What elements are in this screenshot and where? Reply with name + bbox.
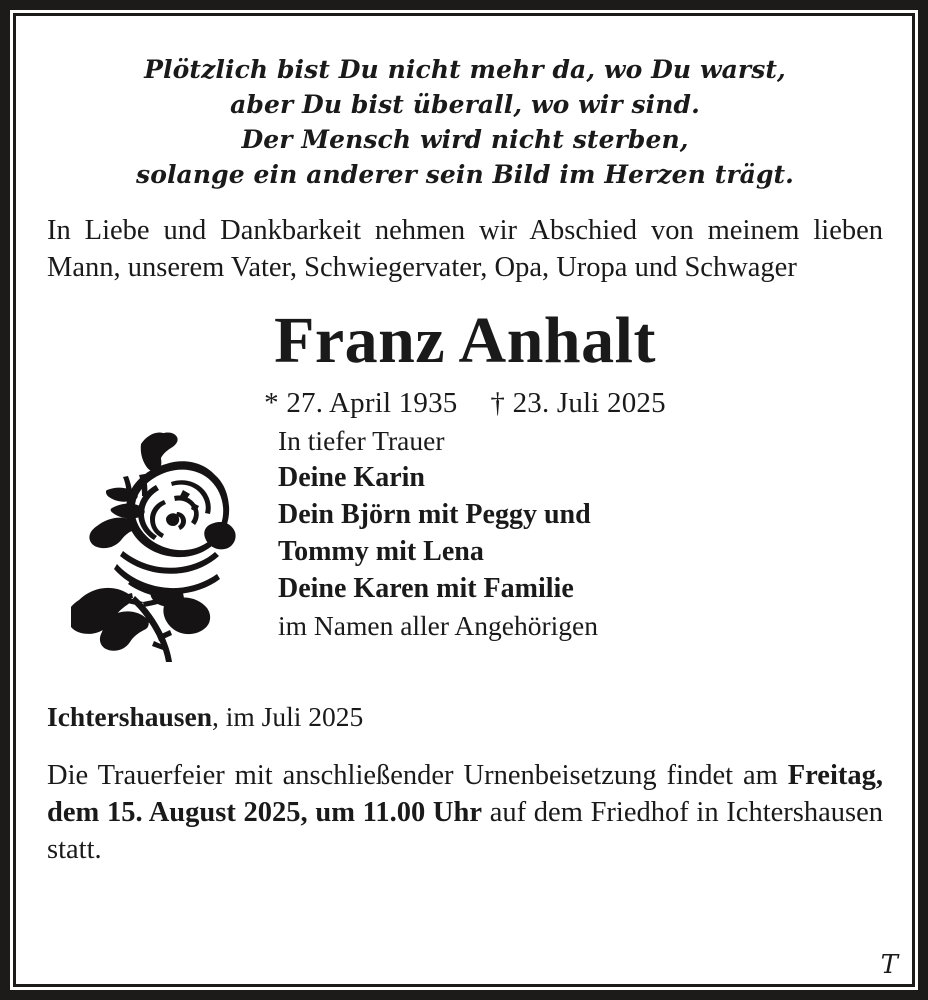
frame-inner-rule [13, 13, 915, 987]
mourners-list [278, 422, 598, 644]
place-name: Ichtershausen [47, 701, 213, 732]
verse-line-4: solange ein anderer sein Bild im Herzen trägt. [136, 160, 794, 189]
notice-content [47, 16, 883, 984]
funeral-details-part1: Die Trauerfeier mit anschließender Urnenbeisetzung findet am [47, 760, 788, 791]
mourner-name-4: Deine Karen mit Familie [278, 573, 574, 604]
frame-white-gap [10, 10, 918, 990]
printers-mark: T [880, 950, 898, 980]
verse-line-1: Plötzlich bist Du nicht mehr da, wo Du warst, [144, 55, 786, 84]
verse-line-3: Der Mensch wird nicht sterben, [241, 125, 689, 154]
deceased-name: Franz Anhalt [274, 304, 656, 377]
mourners-section [47, 422, 883, 692]
verse-line-2: aber Du bist überall, wo wir sind. [230, 90, 700, 119]
birth-date: 27. April 1935 [286, 387, 458, 419]
notice-sheet [16, 16, 912, 984]
mourner-name-3: Tommy mit Lena [278, 536, 484, 567]
mourner-name-2: Dein Björn mit Peggy und [278, 499, 591, 530]
mourner-name-1: Deine Karin [278, 462, 425, 493]
funeral-details [47, 735, 883, 868]
mourners-footer: im Namen aller Angehörigen [278, 610, 598, 641]
place-date: , im Juli 2025 [212, 701, 364, 732]
rose-icon [71, 430, 236, 662]
funeral-details-part2: auf dem Friedhof in Ichtershausen statt. [47, 797, 883, 865]
mourners-heading: In tiefer Trauer [278, 425, 445, 456]
memorial-verse [47, 16, 883, 192]
death-symbol: † [490, 387, 506, 419]
place-line [47, 692, 883, 735]
life-dates [47, 378, 883, 422]
birth-symbol: * [264, 387, 279, 419]
funeral-datetime: Freitag, dem 15. August 2025, um 11.00 Uhr [47, 760, 883, 828]
death-date: 23. Juli 2025 [512, 387, 666, 419]
intro-paragraph: In Liebe und Dankbarkeit nehmen wir Abschied von meinem lieben Mann, unserem Vater, Schwiegervater, Opa, Uropa und Schwager [47, 215, 883, 283]
